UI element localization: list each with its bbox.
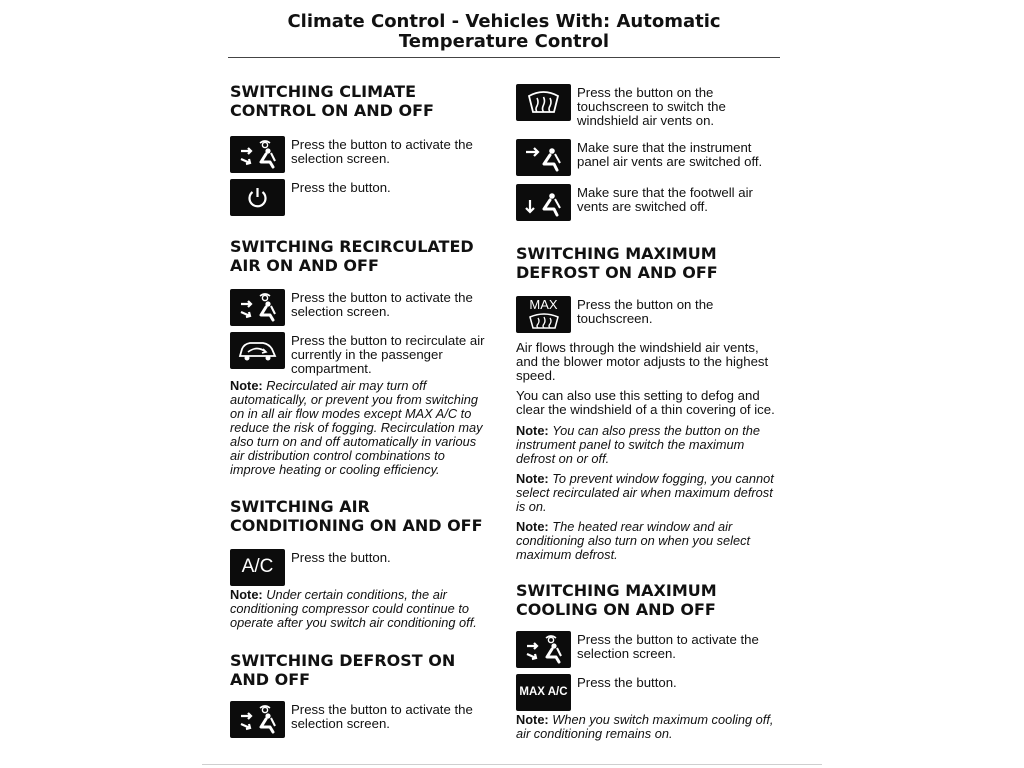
section-heading: SWITCHING DEFROST ON AND OFF — [230, 650, 456, 689]
instruction-row — [516, 296, 780, 333]
note-text: Under certain conditions, the air conditioning compressor could continue to operate after you switch air conditioning off. — [230, 586, 477, 630]
title-divider — [228, 57, 780, 58]
ac-button-icon: A/C — [230, 549, 285, 586]
instruction-text: Press the button on the touchscreen. — [577, 296, 714, 326]
section-air-conditioning — [230, 497, 492, 630]
note-label: Note: — [230, 377, 263, 393]
panel-vent-icon — [516, 139, 571, 176]
note-label: Note: — [230, 586, 263, 602]
section-heading: SWITCHING RECIRCULATED AIR ON AND OFF — [230, 237, 474, 275]
note-label: Note: — [516, 711, 549, 727]
instruction-text: Press the button on the touchscreen to switch the windshield air vents on. — [577, 85, 726, 129]
max-defrost-icon: MAX — [516, 296, 571, 333]
instruction-row — [230, 549, 492, 586]
note-text: The heated rear window and air conditioning also turn on when you select maximum defrost. — [516, 518, 751, 562]
instruction-row — [516, 674, 780, 711]
paragraph: Air flows through the windshield air vents, and the blower motor adjusts to the highest speed. — [516, 339, 769, 384]
footwell-vent-icon — [516, 184, 571, 221]
section-climate-on-off — [230, 82, 492, 216]
section-max-defrost — [516, 244, 780, 562]
instruction-text: Make sure that the footwell air vents are switched off. — [577, 184, 753, 214]
note-text: You can also press the button on the instrument panel to switch the maximum defrost on or off. — [516, 422, 761, 466]
instruction-row — [516, 84, 780, 129]
instruction-text: Press the button to activate the selection screen. — [291, 701, 473, 731]
note-label: Note: — [516, 518, 549, 534]
note — [230, 379, 492, 477]
instruction-text: Press the button to recirculate air currently in the passenger compartment. — [291, 333, 485, 377]
section-max-cooling — [516, 581, 780, 741]
climate-selection-icon — [230, 289, 285, 326]
instruction-row — [230, 179, 492, 216]
instruction-row — [230, 136, 492, 173]
recirculate-air-icon — [230, 332, 285, 369]
note — [516, 424, 780, 466]
instruction-row — [230, 332, 492, 377]
instruction-row — [230, 701, 492, 738]
instruction-text: Press the button. — [291, 549, 391, 565]
left-column — [230, 82, 492, 738]
instruction-text: Press the button to activate the selection screen. — [577, 631, 759, 661]
instruction-text: Press the button. — [577, 674, 677, 690]
note — [230, 588, 492, 630]
section-heading: SWITCHING MAXIMUM COOLING ON AND OFF — [516, 580, 717, 619]
instruction-text: Press the button to activate the selection screen. — [291, 137, 473, 167]
section-heading: SWITCHING CLIMATE CONTROL ON AND OFF — [230, 82, 434, 120]
instruction-text: Press the button to activate the selection screen. — [291, 290, 473, 320]
instruction-row — [516, 631, 780, 668]
right-column — [516, 84, 780, 741]
instruction-row — [516, 139, 780, 176]
note — [516, 520, 780, 562]
instruction-text: Make sure that the instrument panel air vents are switched off. — [577, 139, 763, 169]
climate-selection-icon — [230, 701, 285, 738]
page-title: Climate Control - Vehicles With: Automatic Temperature Control — [287, 11, 721, 52]
instruction-row — [516, 184, 780, 221]
note-text: To prevent window fogging, you cannot select recirculated air when maximum defrost is on. — [516, 470, 774, 514]
note — [516, 472, 780, 514]
climate-selection-icon — [230, 136, 285, 173]
paragraph: You can also use this setting to defog and clear the windshield of a thin covering of ice. — [516, 388, 775, 418]
note-label: Note: — [516, 422, 549, 438]
section-recirculated-air — [230, 237, 492, 477]
section-defrost — [230, 651, 492, 738]
note-label: Note: — [516, 470, 549, 486]
note-text: Recirculated air may turn off automatically, or prevent you from switching on in all air flow modes except MAX A/C to reduce the risk of fogging. Recirculation may also turn on and off automatically in various air distribution control combinations to improve heating or cooling efficiency. — [230, 377, 483, 477]
windshield-defrost-icon — [516, 84, 571, 121]
note-text: When you switch maximum cooling off, air conditioning remains on. — [516, 711, 774, 741]
instruction-row — [230, 289, 492, 326]
section-heading: SWITCHING AIR CONDITIONING ON AND OFF — [230, 496, 483, 535]
instruction-text: Press the button. — [291, 180, 391, 195]
note — [516, 713, 780, 741]
section-heading: SWITCHING MAXIMUM DEFROST ON AND OFF — [516, 243, 718, 282]
page-bottom-divider — [202, 764, 822, 765]
climate-selection-icon — [516, 631, 571, 668]
max-ac-icon: MAX A/C — [516, 674, 571, 711]
section-defrost-continued — [516, 84, 780, 221]
power-icon — [230, 179, 285, 216]
